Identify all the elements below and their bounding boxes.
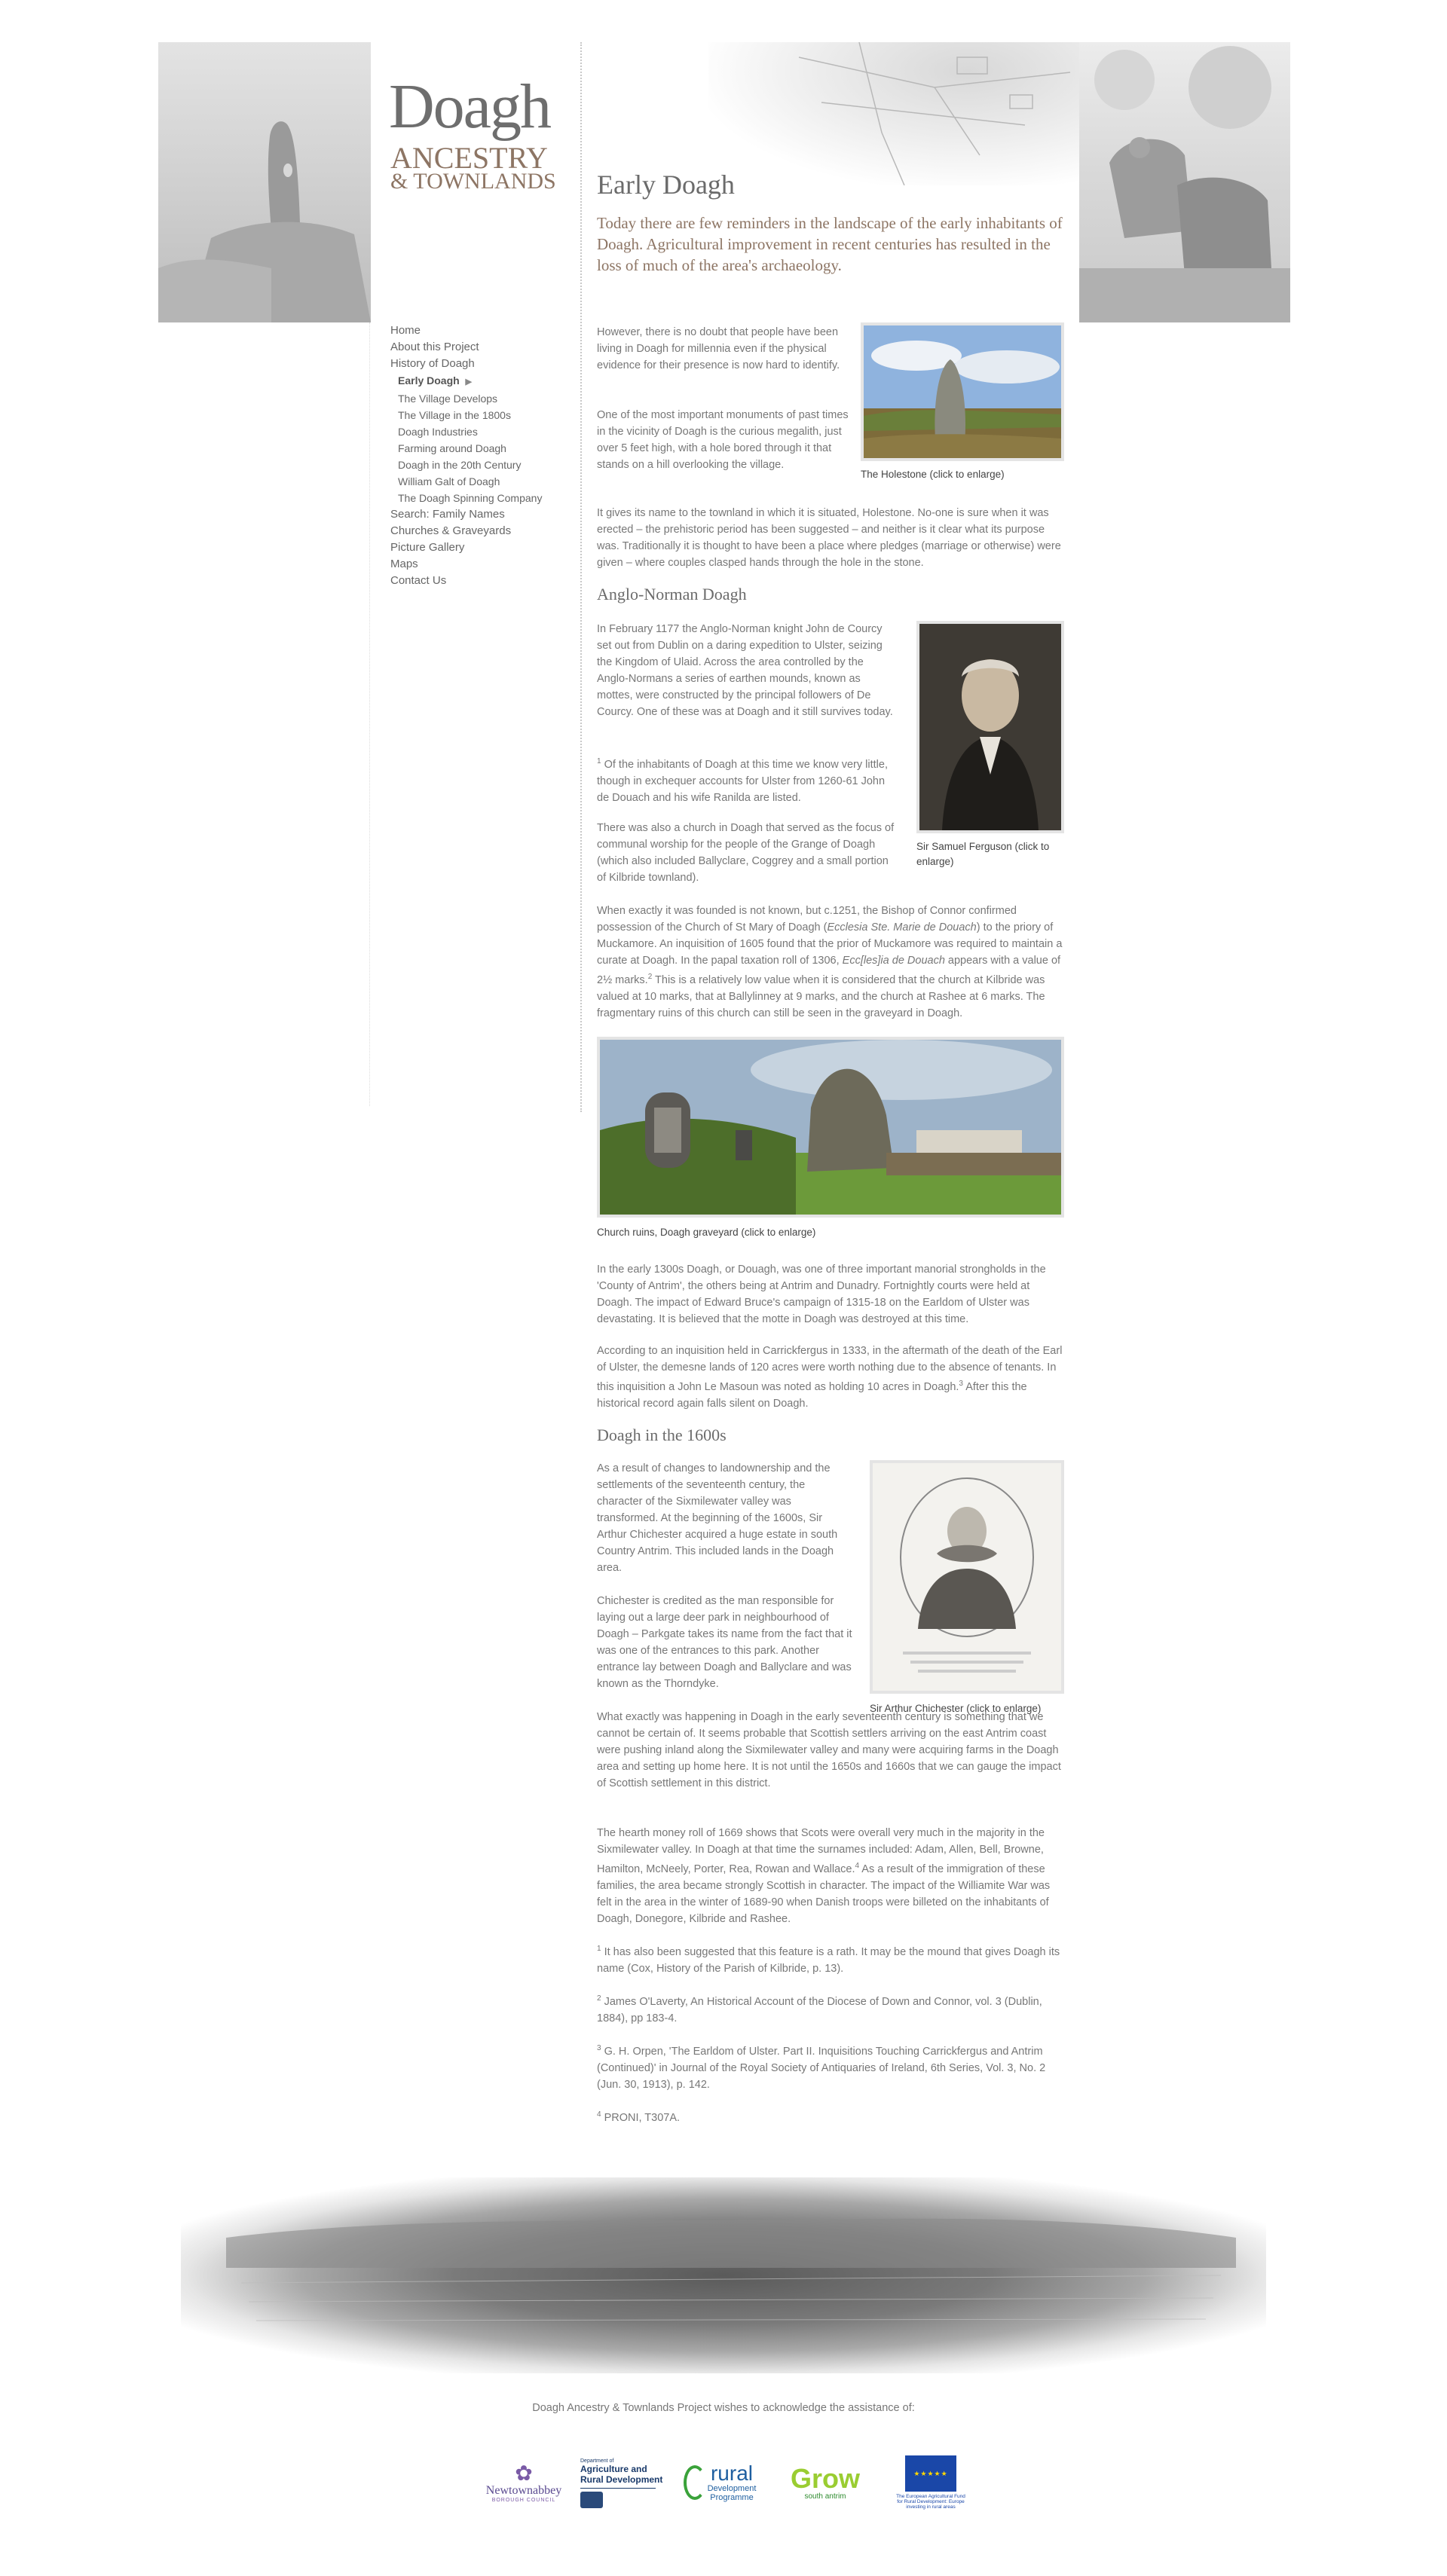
anglo-p6-part-a: According to an inquisition held in Carrickfergus in 1333, in the aftermath of the death of the Earl of Ulster, the demesne lands of 120 acres were worth nothing due to the absence of tenants. In this inquisition a John Le Masoun was noted as holding 10 acres in Doagh.: [597, 1345, 1063, 1393]
nav-home[interactable]: Home: [390, 324, 421, 337]
anglo-p4-part-b: ) to the priory of Muckamore. An inquisition of 1605 found that the prior of Muckamore was required to maintain a curate at Doagh. In the papal taxation roll of 1306,: [597, 921, 1063, 967]
nav-farming[interactable]: Farming around Doagh: [398, 442, 506, 454]
ferguson-caption[interactable]: Sir Samuel Ferguson (click to enlarge): [916, 841, 1050, 867]
nav-early-doagh[interactable]: [390, 372, 579, 390]
sidebar-nav: [390, 322, 579, 589]
newtownabbey-icon: ✿: [515, 2461, 533, 2485]
heading-1600s: Doagh in the 1600s: [597, 1426, 727, 1444]
dard-divider: [580, 2488, 656, 2489]
nav-early-doagh-label: Early Doagh: [398, 374, 460, 387]
ferguson-portrait-image[interactable]: [916, 621, 1064, 833]
nav-contact[interactable]: Contact Us: [390, 574, 447, 587]
heading-anglo-norman: Anglo-Norman Doagh: [597, 585, 747, 604]
anglo-paragraph-1: In February 1177 the Anglo-Norman knight John de Courcy set out from Dublin on a daring expedition to Ulster, seizing the Kingdom of Ulaid. Across the area controlled by the Anglo-Normans a series of earthen mounds, known as mottes, were constructed by the principal followers of De Courcy. One of these was at Doagh and it still survives today.: [597, 623, 893, 718]
holestone-caption[interactable]: The Holestone (click to enlarge): [861, 469, 1005, 480]
anglo-paragraph-2-text: Of the inhabitants of Doagh at this time we know very little, though in exchequer accounts for Ulster from 1260-61 John de Douach and his wife Ranilda are listed.: [597, 758, 888, 804]
eu-rural-fund-logo[interactable]: [889, 2452, 972, 2513]
nav-about[interactable]: About this Project: [390, 341, 479, 353]
footnote-2-text: James O'Laverty, An Historical Account of the Diocese of Down and Connor, vol. 3 (Dublin, 1884), pp 183-4.: [597, 1995, 1042, 2024]
early-paragraph-2: One of the most important monuments of past times in the vicinity of Doagh is the curious megalith, just over 5 feet high, with a hole bored through it that stands on a hill overlooking the village.: [597, 409, 849, 471]
header-photo-ploughing: [1079, 42, 1290, 322]
chichester-portrait-image[interactable]: [870, 1460, 1064, 1694]
logo-line-townlands: & TOWNLANDS: [390, 169, 556, 194]
anglo-p4-latin-1: Ecclesia Ste. Marie de Douach: [827, 921, 977, 934]
footnote-1-text: It has also been suggested that this feature is a rath. It may be the mound that gives Doagh its name (Cox, History of the Parish of Kilbride, p. 13).: [597, 1945, 1060, 1975]
eu-line-2: for Rural Development: Europe: [897, 2499, 965, 2504]
left-divider: [369, 322, 370, 1106]
footnote-3-number: 3: [597, 2044, 601, 2052]
rural-word: rural: [710, 2461, 753, 2485]
grow-sub: south antrim: [804, 2492, 846, 2501]
s1600-paragraph-1: As a result of changes to landownership and the settlements of the seventeenth century, the character of the Sixmilewater valley was transformed. At the beginning of the 1600s, Sir Arthur Chichester acquired a huge estate in south Country Antrim. This included lands in the Doagh area.: [597, 1462, 838, 1574]
acknowledgement-text: Doagh Ancestry & Townlands Project wishes to acknowledge the assistance of:: [532, 2402, 915, 2414]
rural-leaf-icon: [684, 2465, 706, 2500]
early-paragraph-1: However, there is no doubt that people have been living in Doagh for millennia even if the physical evidence for their presence is now hard to identify.: [597, 326, 840, 371]
site-logo-subtitle: [390, 141, 556, 194]
anglo-paragraph-6: [597, 1343, 1064, 1412]
anglo-p4-latin-2: Ecc[les]ia de Douach: [842, 955, 945, 967]
anglo-paragraph-3: There was also a church in Doagh that served as the focus of communal worship for the people of the Grange of Doagh (which also included Ballyclare, Coggrey and a small portion of Kilbride townland).: [597, 822, 895, 884]
anglo-p4-part-c: appears with a value of 2½ marks.: [597, 955, 1061, 986]
footnote-2-number: 2: [597, 1994, 601, 2003]
footnote-ref-2[interactable]: 2: [647, 973, 653, 981]
rural-development-word: Development: [707, 2484, 757, 2493]
footnote-ref-3[interactable]: 3: [959, 1380, 963, 1388]
anglo-paragraph-2: [597, 753, 895, 806]
anglo-p6-part-b: After this the historical record again falls silent on Doagh.: [597, 1380, 1027, 1410]
rural-development-logo[interactable]: [675, 2452, 765, 2513]
church-ruins-caption[interactable]: Church ruins, Doagh graveyard (click to enlarge): [597, 1227, 816, 1238]
header-photo-holestone: [158, 42, 371, 322]
grow-word: Grow: [790, 2462, 860, 2494]
nav-churches[interactable]: Churches & Graveyards: [390, 524, 512, 537]
nav-family-names[interactable]: Search: Family Names: [390, 508, 505, 521]
header-map-image: [708, 42, 1079, 185]
footnote-1-number: 1: [597, 1945, 601, 1953]
page-intro: Today there are few reminders in the landscape of the early inhabitants of Doagh. Agricultural improvement in recent centuries has resulted in the loss of much of the area's archaeology.: [597, 214, 1063, 274]
s1600-paragraph-4: [597, 1825, 1064, 1927]
dard-line-2: Agriculture and: [580, 2463, 647, 2474]
footnote-4-number: 4: [597, 2110, 601, 2119]
early-paragraph-3: It gives its name to the townland in which it is situated, Holestone. No-one is sure when it was erected – the prehistoric period has been suggested – and neither is it clear what its purpose was. Traditionally it is thought to have been a place where pledges (marriage or otherwise) were given – where couples clasped hands through the hole in the stone.: [597, 507, 1061, 569]
footer-panorama-image: [181, 2177, 1266, 2373]
page-title: Early Doagh: [597, 170, 735, 200]
s1600-p4-part-b: As a result of the immigration of these families, the area became strongly Scottish in character. The impact of the Williamite War was felt in the area in the winter of 1689-90 when Danish troops were billeted on the inhabitants of Doagh, Donegore, Kilbride and Rashee.: [597, 1862, 1051, 1925]
nav-20th-century[interactable]: Doagh in the 20th Century: [398, 459, 522, 471]
church-ruins-image[interactable]: [597, 1037, 1064, 1218]
nav-maps[interactable]: Maps: [390, 558, 418, 570]
nav-gallery[interactable]: Picture Gallery: [390, 541, 465, 554]
active-arrow-icon: ▶: [465, 377, 472, 387]
footnote-ref-4[interactable]: 4: [855, 1862, 860, 1870]
anglo-p4-part-d: This is a relatively low value when it is considered that the church at Kilbride was valued at 10 marks, that at Ballylinney at 9 marks, and the church at Rashee at 6 marks. The fragmentary ruins of this church can still be seen in the graveyard in Doagh.: [597, 973, 1045, 1019]
site-logo-title[interactable]: Doagh: [389, 72, 550, 142]
footnote-2: [597, 1991, 1064, 2027]
dard-line-3: Rural Development: [580, 2474, 663, 2485]
nav-william-galt[interactable]: William Galt of Doagh: [398, 475, 500, 487]
grow-south-antrim-logo[interactable]: [784, 2452, 867, 2513]
s1600-p4-part-a: The hearth money roll of 1669 shows that Scots were overall very much in the majority in the Sixmilewater valley. In Doagh at that time the surnames included: Adam, Allen, Bell, Browne, Hamilton, McNeely, Porter, Rea, Rowan and Wallace.: [597, 1827, 1045, 1875]
dard-line-1: Department of: [580, 2458, 614, 2464]
s1600-paragraph-3: What exactly was happening in Doagh in the early seventeenth century is something that we cannot be certain of. It seems probable that Scottish settlers arriving on the east Antrim coast were pushing inland along the Sixmilewater valley and many were acquiring farms in the Doagh area and setting up home here. It is not until the 1650s and 1660s that we can gauge the impact of Scottish settlement in this district.: [597, 1711, 1061, 1789]
footnote-3-text: G. H. Orpen, 'The Earldom of Ulster. Part II. Inquisitions Touching Carrickfergus and Antrim (Continued)' in Journal of the Royal Society of Antiquaries of Ireland, 6th Series, Vol. 3, No. 2 (Jun. 30, 1913), p. 142.: [597, 2045, 1046, 2091]
eu-line-1: The European Agricultural Fund: [896, 2494, 965, 2499]
newtownabbey-name: Newtownabbey: [485, 2483, 562, 2497]
eu-line-3: investing in rural areas: [906, 2504, 956, 2510]
dard-logo[interactable]: [580, 2447, 667, 2519]
nav-spinning-company[interactable]: The Doagh Spinning Company: [398, 492, 543, 504]
anglo-paragraph-5: In the early 1300s Doagh, or Douagh, was one of three important manorial strongholds in the 'County of Antrim', the others being at Antrim and Dunadry. Fortnightly courts were held at Doagh. The impact of Edward Bruce's campaign of 1315-18 on the Earldom of Ulster was devastating. It is believed that the motte in Doagh was destroyed at this time.: [597, 1264, 1046, 1325]
eu-flag-icon: ★★★★★: [905, 2455, 956, 2492]
nav-village-develops[interactable]: The Village Develops: [398, 393, 498, 405]
footnote-3: [597, 2040, 1064, 2093]
holestone-image[interactable]: [861, 322, 1064, 461]
anglo-p4-part-a: When exactly it was founded is not known, but c.1251, the Bishop of Connor confirmed possession of the Church of St Mary of Doagh (: [597, 905, 1017, 934]
footnote-ref-1[interactable]: 1: [597, 757, 601, 765]
rural-programme-word: Programme: [710, 2493, 754, 2502]
column-divider: [580, 42, 582, 1112]
footnote-1: [597, 1941, 1064, 1977]
s1600-paragraph-2: Chichester is credited as the man responsible for laying out a large deer park in neighbourhood of Doagh – Parkgate takes its name from the fact that it was one of the entrances to this park. Another entrance lay between Doagh and Ballyclare and was known as the Thorndyke.: [597, 1595, 852, 1690]
anglo-paragraph-4: [597, 903, 1064, 1022]
logo-line-ancestry: ANCESTRY: [390, 141, 548, 175]
nav-industries[interactable]: Doagh Industries: [398, 426, 478, 438]
nav-history[interactable]: History of Doagh: [390, 357, 475, 370]
newtownabbey-sub: BOROUGH COUNCIL: [491, 2497, 556, 2503]
dard-crest-icon: [580, 2492, 603, 2508]
footnote-4: [597, 2107, 1064, 2126]
chichester-caption[interactable]: Sir Arthur Chichester (click to enlarge): [870, 1703, 1042, 1714]
nav-village-1800s[interactable]: The Village in the 1800s: [398, 409, 511, 421]
newtownabbey-logo[interactable]: [475, 2452, 573, 2513]
footnote-4-text: PRONI, T307A.: [601, 2111, 681, 2124]
